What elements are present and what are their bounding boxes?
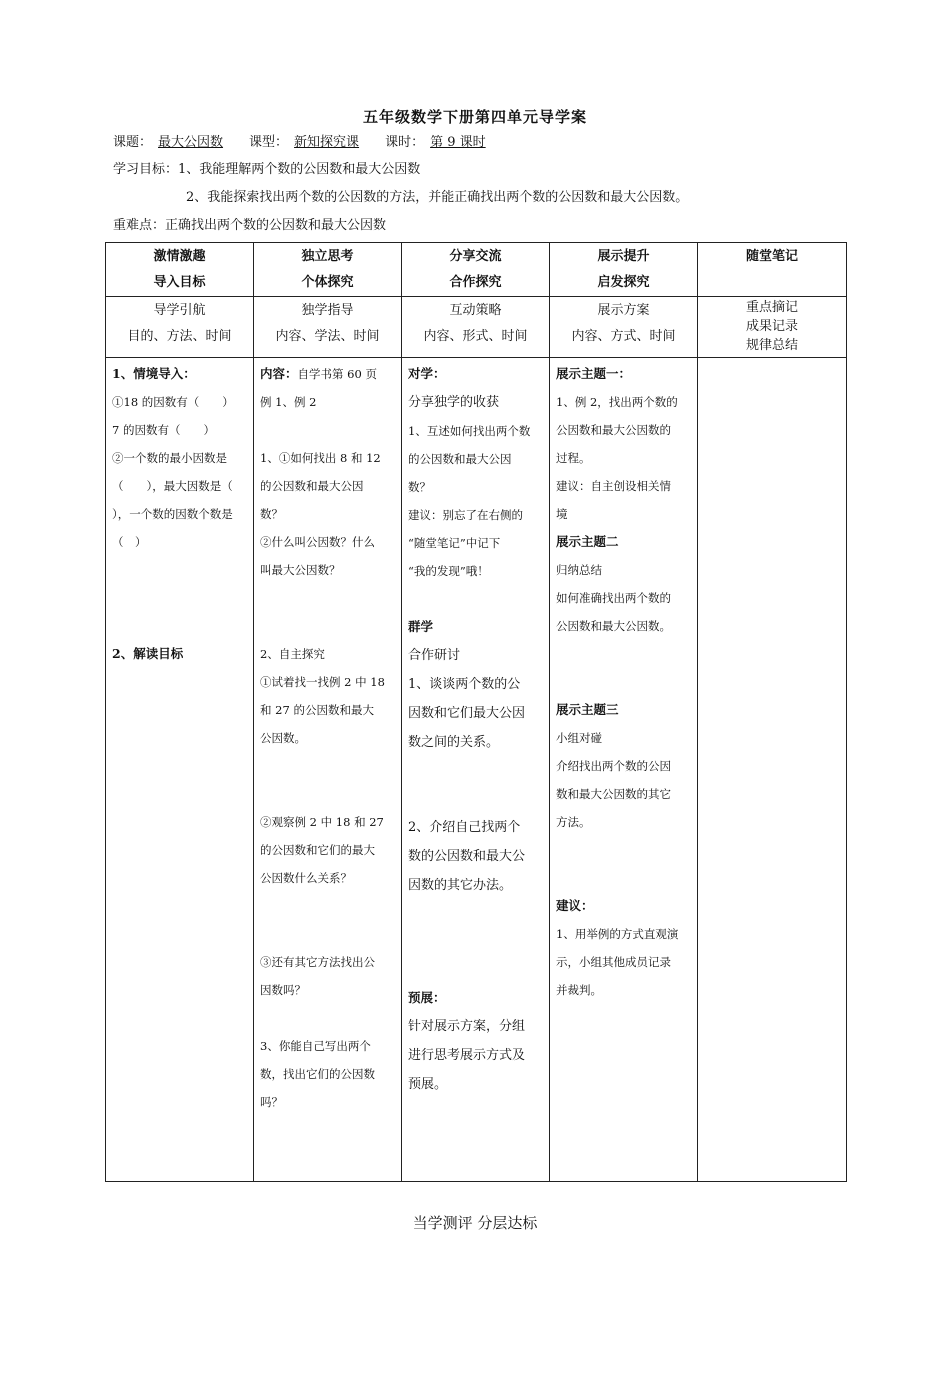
col-self-study: 内容：自学书第 60 页 例 1、例 2 1、①如何找出 8 和 12 的公因数和最大公因 数？ ②什么叫公因数？什么 叫最大公因数？ 2、自主探究 ①试着找一找例 2 中 18 和 27 的公因数和最大 公因数。 ②观察例 2 中 18 和 27 的公因数和它们的最大 公因数什么关系？ ③还有其它方法找出公 因数吗？ 3、你能自己写出两个 数，找出它们的公因数 吗？ <box>254 358 402 1182</box>
period-value: 第 9 课时 <box>430 135 486 150</box>
subheader-cell: 独学指导 内容、学法、时间 <box>254 297 402 358</box>
period-label: 课时： <box>385 135 425 150</box>
subheader-cell: 展示方案 内容、方式、时间 <box>550 297 698 358</box>
goal-1: 1、我能理解两个数的公因数和最大公因数 <box>178 162 421 177</box>
key-point: 重难点：正确找出两个数的公因数和最大公因数 <box>113 218 387 233</box>
col-notes <box>698 358 847 1182</box>
type-value: 新知探究课 <box>294 135 360 150</box>
col-intro: 1、情境导入： ①18 的因数有（ ） 7 的因数有（ ） ②一个数的最小因数是 （ ），最大因数是（ ），一个数的因数个数是 （ ） 2、解读目标 <box>106 358 254 1182</box>
page-title: 五年级数学下册第四单元导学案 <box>362 108 587 126</box>
content-row <box>106 358 847 1182</box>
header-cell: 分享交流 合作探究 <box>402 243 550 297</box>
subheader-cell: 重点摘记 成果记录 规律总结 <box>698 297 847 358</box>
type-label: 课型： <box>249 135 289 150</box>
col-presentation: 展示主题一： 1、例 2，找出两个数的 公因数和最大公因数的 过程。 建议：自主创设相关情 境 展示主题二 归纳总结 如何准确找出两个数的 公因数和最大公因数。 展示主题三 小组对碰 介绍找出两个数的公因 数和最大公因数的其它 方法。 建议： 1、用举例的方式直观演 示，小组其他成员记录 并裁判。 <box>550 358 698 1182</box>
topic-label: 课题： <box>113 135 153 150</box>
goal-line-1 <box>113 161 420 179</box>
col-group-study: 对学： 分享独学的收获 1、互述如何找出两个数 的公因数和最大公因 数？ 建议：别忘了在右侧的 “随堂笔记”中记下 “我的发现”哦！ 群学 合作研讨 1、谈谈两个数的公 因数和它们最大公因 数之间的关系。 2、介绍自己找两个 数的公因数和最大公 因数的其它办法。 预展： 针对展示方案，分组 进行思考展示方式及 预展。 <box>402 358 550 1182</box>
subheader-row <box>106 297 847 358</box>
header-row <box>106 243 847 297</box>
footer-heading: 当学测评 分层达标 <box>412 1214 538 1232</box>
subheader-cell: 导学引航 目的、方法、时间 <box>106 297 254 358</box>
header-cell: 激情激趣 导入目标 <box>106 243 254 297</box>
header-cell: 独立思考 个体探究 <box>254 243 402 297</box>
header-cell: 展示提升 启发探究 <box>550 243 698 297</box>
goal-2: 2、我能探索找出两个数的公因数的方法，并能正确找出两个数的公因数和最大公因数。 <box>186 190 689 205</box>
topic-value: 最大公因数 <box>158 135 224 150</box>
goals-label: 学习目标： <box>113 162 179 177</box>
lesson-meta <box>113 134 496 152</box>
subheader-cell: 互动策略 内容、形式、时间 <box>402 297 550 358</box>
header-cell: 随堂笔记 <box>698 243 847 297</box>
lesson-table <box>105 242 847 1182</box>
